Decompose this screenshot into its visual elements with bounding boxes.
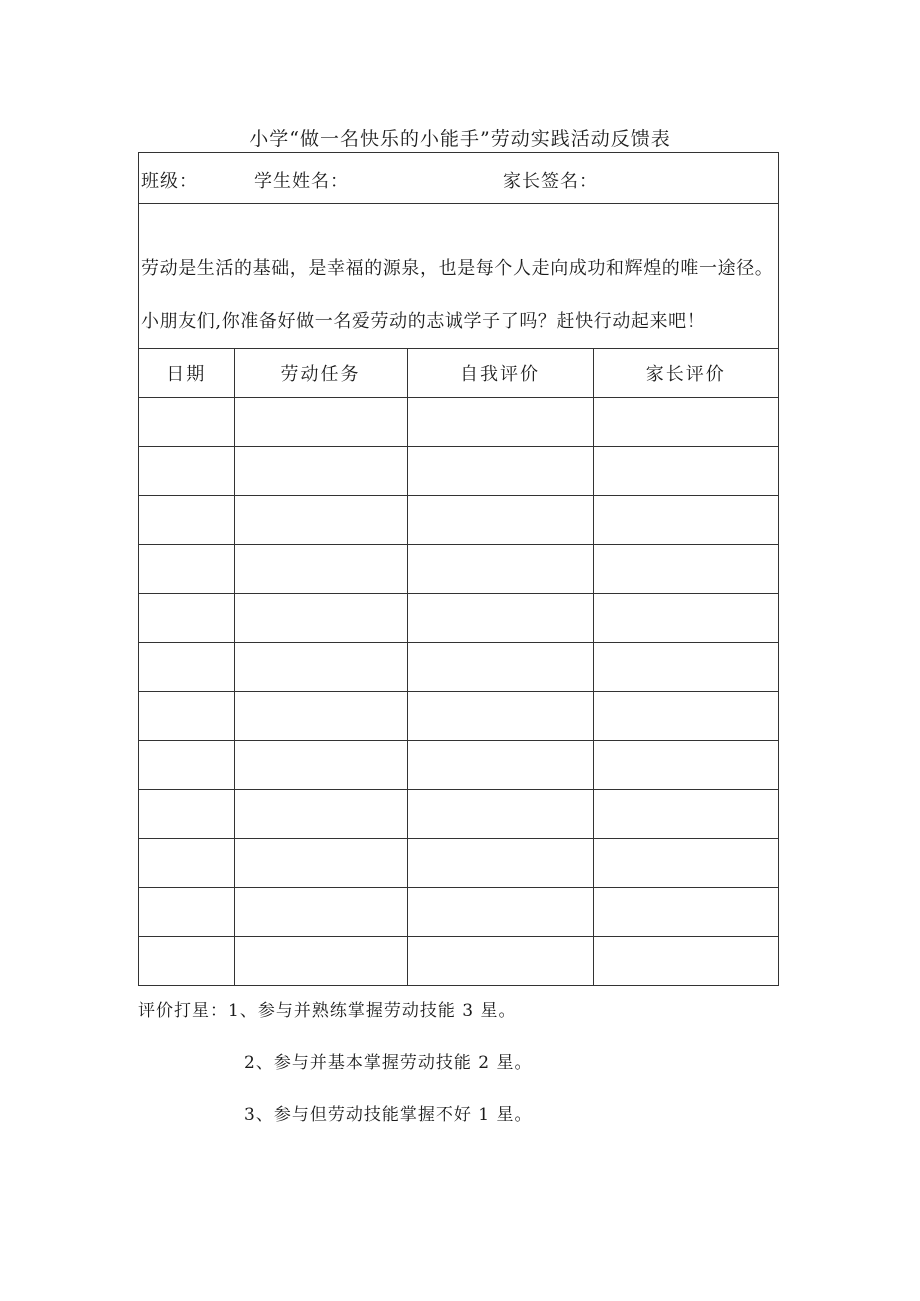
table-row [139,447,778,496]
table-cell[interactable] [407,447,593,496]
page-title: 小学“做一名快乐的小能手”劳动实践活动反馈表 [249,128,671,150]
info-row [139,153,778,204]
table-cell[interactable] [234,741,407,790]
table-cell[interactable] [593,545,778,594]
table-cell[interactable] [593,594,778,643]
table-cell[interactable] [407,888,593,937]
table-cell[interactable] [407,496,593,545]
table-body [139,398,778,986]
table-cell[interactable] [234,398,407,447]
table-row [139,692,778,741]
header-parent-evaluation: 家长评价 [593,349,778,398]
table-cell[interactable] [139,741,234,790]
feedback-form [138,152,779,986]
table-cell[interactable] [139,790,234,839]
table-cell[interactable] [593,398,778,447]
table-cell[interactable] [139,888,234,937]
intro-paragraph: 劳动是生活的基础，是幸福的源泉，也是每个人走向成功和辉煌的唯一途径。小朋友们,你准备好做一名爱劳动的志诚学子了吗？赶快行动起来吧！ [139,204,778,349]
header-self-evaluation: 自我评价 [407,349,593,398]
table-cell[interactable] [593,692,778,741]
table-cell[interactable] [234,643,407,692]
table-cell[interactable] [234,594,407,643]
table-cell[interactable] [407,545,593,594]
table-row [139,888,778,937]
table-row [139,545,778,594]
rating-label: 评价打星：1、参与并熟练掌握劳动技能 3 星。 [138,1001,517,1021]
table-row [139,496,778,545]
table-row [139,398,778,447]
parent-signature-label: 家长签名： [503,171,598,192]
header-date: 日期 [139,349,234,398]
table-row [139,594,778,643]
table-cell[interactable] [234,937,407,986]
table-row [139,790,778,839]
table-cell[interactable] [139,643,234,692]
table-cell[interactable] [593,790,778,839]
table-cell[interactable] [139,447,234,496]
table-row [139,741,778,790]
table-cell[interactable] [234,447,407,496]
class-label: 班级： [141,171,198,192]
activity-log-table [139,349,778,985]
table-cell[interactable] [593,643,778,692]
table-cell[interactable] [407,643,593,692]
table-cell[interactable] [234,790,407,839]
table-cell[interactable] [139,937,234,986]
table-cell[interactable] [407,594,593,643]
table-cell[interactable] [234,545,407,594]
table-cell[interactable] [234,839,407,888]
student-name-label: 学生姓名： [254,171,349,192]
table-row [139,839,778,888]
table-cell[interactable] [407,692,593,741]
table-cell[interactable] [593,839,778,888]
table-cell[interactable] [234,496,407,545]
header-task: 劳动任务 [234,349,407,398]
table-cell[interactable] [407,937,593,986]
table-cell[interactable] [139,398,234,447]
table-row [139,643,778,692]
table-cell[interactable] [593,447,778,496]
table-cell[interactable] [139,545,234,594]
table-cell[interactable] [234,888,407,937]
table-cell[interactable] [139,839,234,888]
table-row [139,937,778,986]
table-cell[interactable] [407,839,593,888]
table-cell[interactable] [139,692,234,741]
table-cell[interactable] [139,594,234,643]
table-cell[interactable] [593,496,778,545]
table-cell[interactable] [593,888,778,937]
table-cell[interactable] [407,741,593,790]
table-cell[interactable] [139,496,234,545]
rating-rule-2: 2、参与并基本掌握劳动技能 2 星。 [244,1053,533,1073]
table-cell[interactable] [593,741,778,790]
table-cell[interactable] [234,692,407,741]
table-cell[interactable] [407,790,593,839]
rating-rule-1: 1、参与并熟练掌握劳动技能 3 星。 [228,1001,517,1021]
table-cell[interactable] [593,937,778,986]
table-cell[interactable] [407,398,593,447]
rating-rule-3: 3、参与但劳动技能掌握不好 1 星。 [244,1105,533,1125]
table-header-row [139,349,778,398]
